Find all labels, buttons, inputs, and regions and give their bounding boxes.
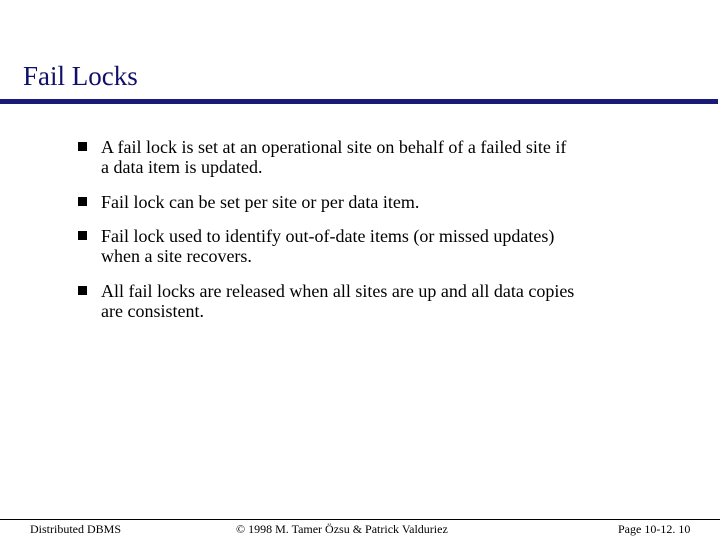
- bullet-text: [101, 226, 678, 266]
- square-bullet-icon: [78, 286, 87, 295]
- square-bullet-icon: [78, 197, 87, 206]
- bullet-item: [78, 192, 678, 212]
- footer-divider: [0, 519, 720, 520]
- footer-course: Distributed DBMS: [30, 522, 122, 536]
- bullet-line: Fail lock used to identify out-of-date items (or missed updates): [101, 226, 555, 246]
- title-divider: [0, 99, 718, 104]
- bullet-line: A fail lock is set at an operational site on behalf of a failed site if: [101, 137, 567, 157]
- bullet-line: Fail lock can be set per site or per data item.: [101, 192, 420, 212]
- bullet-line: All fail locks are released when all sites are up and all data copies: [101, 281, 575, 301]
- bullet-list: [78, 137, 678, 336]
- bullet-item: [78, 281, 678, 321]
- footer-copyright: © 1998 M. Tamer Özsu & Patrick Valduriez: [236, 522, 448, 536]
- bullet-text: [101, 192, 678, 212]
- footer-page-number: Page 10-12. 10: [618, 522, 691, 536]
- bullet-item: [78, 226, 678, 266]
- bullet-line: are consistent.: [101, 301, 204, 321]
- bullet-text: [101, 137, 678, 177]
- bullet-item: [78, 137, 678, 177]
- bullet-line: when a site recovers.: [101, 246, 252, 266]
- bullet-text: [101, 281, 678, 321]
- square-bullet-icon: [78, 231, 87, 240]
- square-bullet-icon: [78, 142, 87, 151]
- bullet-line: a data item is updated.: [101, 157, 263, 177]
- slide-title: Fail Locks: [23, 61, 138, 91]
